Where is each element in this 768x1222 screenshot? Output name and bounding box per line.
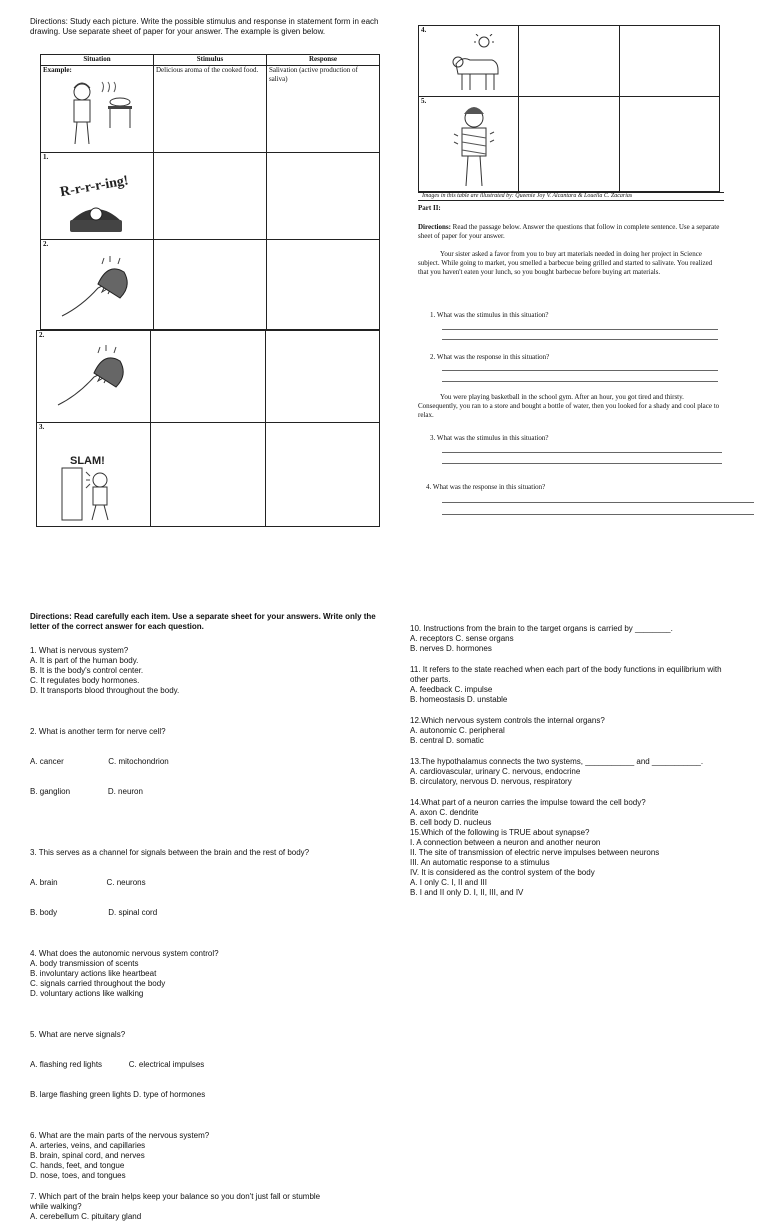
part2-directions-label: Directions: [418, 223, 451, 231]
shivering-child-illustration [450, 104, 500, 190]
mc-option[interactable]: B. involuntary actions like heartbeat [30, 969, 157, 978]
answer-line[interactable] [442, 381, 718, 382]
mc-option[interactable]: A. arteries, veins, and capillaries [30, 1141, 146, 1150]
row-4-response[interactable] [619, 26, 719, 97]
dog-in-sun-illustration [448, 34, 508, 94]
header-response: Response [266, 55, 379, 66]
mc-option[interactable]: B. large flashing green lights D. type of hormones [30, 1090, 206, 1099]
mc-item [30, 646, 390, 696]
hand-touching-hot-object-illustration [54, 345, 134, 413]
mc-question: 4. What does the autonomic nervous system control? [30, 949, 219, 958]
slamming-door-illustration [60, 450, 140, 522]
row-3-response[interactable] [265, 423, 379, 527]
mc-option[interactable]: A. receptors C. sense organs [410, 634, 514, 643]
row-3-stimulus[interactable] [151, 423, 265, 527]
mc-option[interactable]: A. brain C. neurons [30, 878, 146, 887]
passage-1: Your sister asked a favor from you to buy art materials needed in doing her project in Science subject. While going to market, you smelled a barbecue being grilled and started to salivate. You realized that you haven't eaten your lunch, so you bought barbecue before buying art materials. [418, 250, 713, 276]
mc-question: 3. This serves as a channel for signals between the brain and the rest of body? [30, 848, 310, 857]
mc-question: 7. Which part of the brain helps keep your balance so you don't just fall or stumble while walking? [30, 1192, 321, 1211]
example-label: Example: [43, 66, 72, 74]
header-stimulus: Stimulus [154, 55, 267, 66]
row-number: 3. [39, 423, 45, 431]
slam-text: SLAM! [70, 455, 105, 467]
ring-text: R-r-r-r-ing! [58, 173, 130, 201]
mc-option[interactable]: A. autonomic C. peripheral [410, 726, 505, 735]
answer-line[interactable] [442, 452, 722, 453]
mc-question: 2. What is another term for nerve cell? [30, 727, 166, 736]
question-4: 4. What was the response in this situation? [426, 483, 546, 491]
mc-item [410, 624, 740, 654]
mc-item [410, 757, 740, 787]
mc-option[interactable]: C. signals carried throughout the body [30, 979, 166, 988]
part1-directions: Directions: Study each picture. Write the possible stimulus and response in statement form in each drawing. Use separate sheet of paper for your answer. The example is given below. [30, 17, 379, 36]
mc-item [410, 665, 740, 705]
mc-option[interactable]: A. cardiovascular, urinary C. nervous, endocrine [410, 767, 581, 776]
row-2b-stimulus[interactable] [151, 331, 265, 423]
mc-option[interactable]: B. circulatory, nervous D. nervous, respiratory [410, 777, 572, 786]
mc-option[interactable]: A. flashing red lights C. electrical impulses [30, 1060, 205, 1069]
answer-line[interactable] [442, 514, 754, 515]
row-2b-response[interactable] [265, 331, 379, 423]
answer-line[interactable] [442, 463, 722, 464]
mc-option[interactable]: B. body D. spinal cord [30, 908, 158, 917]
mc-option[interactable]: A. body transmission of scents [30, 959, 139, 968]
mc-item [410, 828, 740, 898]
mc-item [410, 716, 740, 746]
answer-line[interactable] [442, 339, 718, 340]
mc-option[interactable]: B. homeostasis D. unstable [410, 695, 508, 704]
mc-option[interactable]: D. It transports blood throughout the body. [30, 686, 180, 695]
question-2: 2. What was the response in this situation? [430, 353, 550, 361]
part3-directions: Directions: Read carefully each item. Use a separate sheet for your answers. Write only the letter of the correct answer for each question. [30, 612, 376, 631]
mc-option[interactable]: III. An automatic response to a stimulus [410, 858, 550, 867]
row-1-response[interactable] [266, 153, 379, 240]
mc-question: 14.What part of a neuron carries the impulse toward the cell body? [410, 798, 646, 807]
mc-question: 11. It refers to the state reached when each part of the body functions in equilibrium with other parts. [410, 665, 722, 684]
illustration-credit: Images in this table are illustrated by: Queenie Joy V. Alcantara & Louella C. Zacarias [418, 192, 724, 201]
question-1: 1. What was the stimulus in this situation? [430, 311, 549, 319]
answer-line[interactable] [442, 370, 718, 371]
mc-item [30, 1131, 390, 1181]
row-4-stimulus[interactable] [519, 26, 619, 97]
example-response: Salivation (active production of saliva) [266, 66, 379, 153]
mc-option[interactable]: IV. It is considered as the control system of the body [410, 868, 595, 877]
example-stimulus: Delicious aroma of the cooked food. [154, 66, 267, 153]
mc-option[interactable]: A. axon C. dendrite [410, 808, 479, 817]
passage-2: You were playing basketball in the school gym. After an hour, you got tired and thirsty. Consequently, you ran to a store and bought a bottle of water, then you looked for a shady and cool place to relax. [418, 393, 720, 419]
hand-touching-hot-object-illustration [58, 256, 138, 324]
part2-directions-text: Read the passage below. Answer the questions that follow in complete sentence. Use a separate sheet of paper for your answer. [418, 223, 720, 240]
mc-option[interactable]: B. brain, spinal cord, and nerves [30, 1151, 145, 1160]
mc-option[interactable]: C. hands, feet, and tongue [30, 1161, 125, 1170]
row-1-stimulus[interactable] [154, 153, 267, 240]
boy-smelling-food-illustration [62, 78, 142, 150]
mc-question: 10. Instructions from the brain to the target organs is carried by ________. [410, 624, 673, 633]
mc-option[interactable]: C. It regulates body hormones. [30, 676, 140, 685]
mc-option[interactable]: I. A connection between a neuron and another neuron [410, 838, 601, 847]
row-number: 1. [43, 153, 49, 161]
mc-option[interactable]: A. feedback C. impulse [410, 685, 493, 694]
mc-item [30, 1192, 330, 1222]
row-number: 2. [39, 331, 45, 339]
row-number: 4. [421, 26, 427, 34]
answer-line[interactable] [442, 329, 718, 330]
mc-option[interactable]: A. cerebellum C. pituitary gland [30, 1212, 142, 1221]
mc-left-column [30, 646, 390, 1222]
mc-question: 6. What are the main parts of the nervous system? [30, 1131, 210, 1140]
mc-question: 12.Which nervous system controls the internal organs? [410, 716, 605, 725]
part2-directions [418, 223, 722, 241]
part2-title: Part II: [418, 204, 441, 212]
mc-option[interactable]: A. It is part of the human body. [30, 656, 139, 665]
mc-item [30, 828, 390, 938]
mc-option[interactable]: II. The site of transmission of electric nerve impulses between neurons [410, 848, 660, 857]
mc-option[interactable]: B. cell body D. nucleus [410, 818, 492, 827]
row-5-stimulus[interactable] [519, 97, 619, 192]
mc-option[interactable]: A. I only C. I, II and III [410, 878, 487, 887]
row-5-response[interactable] [619, 97, 719, 192]
mc-item [410, 798, 740, 828]
mc-right-column [410, 624, 740, 898]
mc-option[interactable]: B. I and II only D. I, II, III, and IV [410, 888, 524, 897]
row-number: 5. [421, 97, 427, 105]
ringing-phone-illustration [56, 168, 146, 238]
mc-option[interactable]: B. ganglion D. neuron [30, 787, 143, 796]
answer-line[interactable] [442, 502, 754, 503]
mc-option[interactable]: A. cancer C. mitochondrion [30, 757, 169, 766]
mc-question: 15.Which of the following is TRUE about synapse? [410, 828, 590, 837]
row-number: 2. [43, 240, 49, 248]
mc-option[interactable]: D. voluntary actions like walking [30, 989, 144, 998]
mc-option[interactable]: B. It is the body's control center. [30, 666, 144, 675]
mc-question: 13.The hypothalamus connects the two systems, ___________ and ___________. [410, 757, 704, 766]
question-3: 3. What was the stimulus in this situation? [430, 434, 549, 442]
mc-item [30, 949, 390, 999]
header-situation: Situation [41, 55, 154, 66]
row-2-stimulus[interactable] [154, 240, 267, 330]
mc-option[interactable]: B. nerves D. hormones [410, 644, 492, 653]
mc-item [30, 707, 390, 817]
mc-question: 1. What is nervous system? [30, 646, 129, 655]
row-2-response[interactable] [266, 240, 379, 330]
mc-question: 5. What are nerve signals? [30, 1030, 126, 1039]
mc-item [30, 1010, 390, 1120]
mc-option[interactable]: D. nose, toes, and tongues [30, 1171, 126, 1180]
mc-option[interactable]: B. central D. somatic [410, 736, 484, 745]
